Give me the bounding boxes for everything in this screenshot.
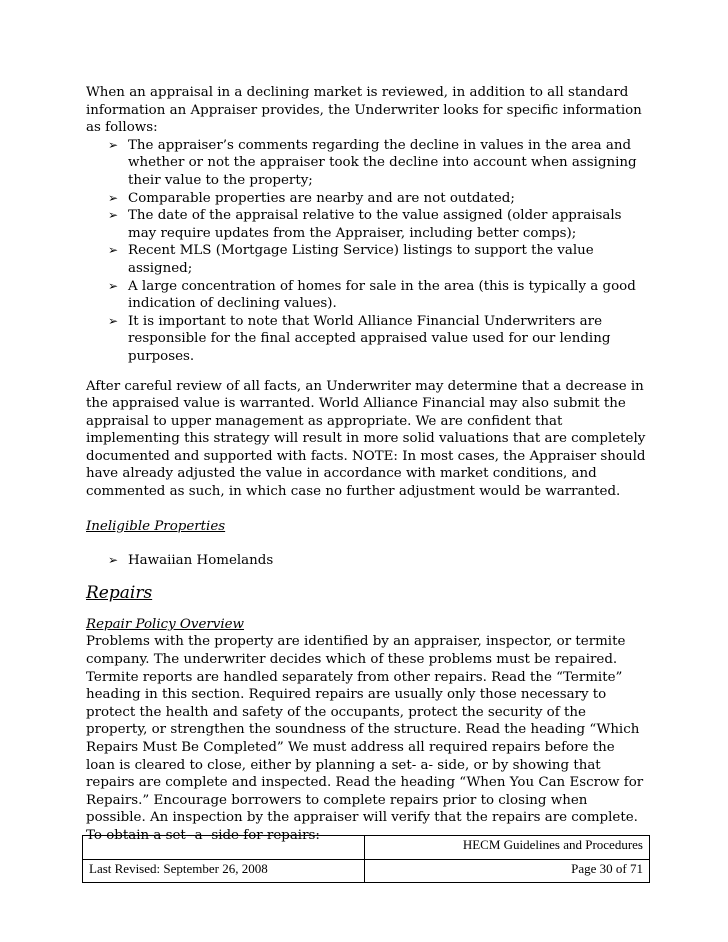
intro-paragraph: When an appraisal in a declining market is reviewed, in addition to all standard information an Appraiser provides, the Underwriter looks for specific information as follows:: [86, 85, 642, 136]
repair-policy-heading: Repair Policy Overview: [86, 616, 245, 632]
repair-paragraph: To obtain a set- a -side for repairs:: [86, 827, 320, 843]
repairs-section-title: Repairs: [86, 582, 153, 603]
list-item-text: A large concentration of homes for sale in the area (this is typically a good indication of declining values).: [128, 278, 636, 312]
page-content: [86, 84, 646, 845]
list-item-text: Comparable properties are nearby and are not outdated;: [128, 190, 515, 206]
footer-last-revised: Last Revised: September 26, 2008: [83, 859, 365, 883]
review-paragraph: After careful review of all facts, an Underwriter may determine that a decrease in the appraised value is warranted. World Alliance Financial may also submit the appraisal to upper management as appropriate. We are confident that implementing this strategy will result in more solid valuations that are completely documented and supported with facts. NOTE: In most cases, the Appraiser should have already adjusted the value in accordance with market conditions, and commented as such, in which case no further adjustment would be warranted.: [86, 378, 646, 500]
list-item-text: Hawaiian Homelands: [128, 553, 274, 569]
list-item-text: It is important to note that World Alliance Financial Underwriters are responsible for the final accepted appraised value used for our lending purposes.: [128, 313, 611, 364]
arrow-bullet-icon: ➢: [108, 553, 119, 568]
repair-paragraph: Termite reports are handled separately from other repairs. Read the “Termite” heading in this section. Required repairs are usually only those necessary to protect the health and safety of the occupants, protect the security of the property, or strengthen the soundness of the structure. Read the heading “Which Repairs Must Be Completed” We must address all required repairs before the loan is cleared to close, either by planning a set- a- side, or by showing that repairs are complete and inspected. Read the heading “When You Can Escrow for Repairs.” Encourage borrowers to complete repairs prior to closing when possible. An inspection by the appraiser will verify that the repairs are complete.: [86, 669, 644, 826]
list-item: [86, 242, 646, 277]
footer-empty-cell: [83, 836, 365, 860]
arrow-bullet-icon: ➢: [108, 278, 119, 293]
review-criteria-list: [86, 137, 646, 366]
list-item-text: The date of the appraisal relative to the value assigned (older appraisals may require updates from the Appraiser, including better comps);: [128, 208, 622, 241]
arrow-bullet-icon: ➢: [108, 208, 119, 223]
list-item: [86, 207, 646, 242]
list-item: [86, 313, 646, 366]
ineligible-properties-heading: Ineligible Properties: [86, 518, 226, 534]
list-item: [86, 190, 646, 208]
ineligible-list: [86, 552, 646, 570]
list-item: [86, 137, 646, 190]
list-item: [86, 278, 646, 313]
list-item-text: Recent MLS (Mortgage Listing Service) listings to support the value assigned;: [128, 243, 594, 276]
repair-paragraph: Problems with the property are identified by an appraiser, inspector, or termite company. The underwriter decides which of these problems must be repaired.: [86, 634, 626, 668]
list-item: [86, 552, 646, 570]
page-footer: [82, 835, 650, 883]
footer-page-number: Page 30 of 71: [365, 859, 650, 883]
list-item-text: The appraiser’s comments regarding the decline in values in the area and whether or not the appraiser took the decline into account when assigning their value to the property;: [128, 137, 637, 188]
arrow-bullet-icon: ➢: [108, 313, 119, 328]
arrow-bullet-icon: ➢: [108, 190, 119, 205]
arrow-bullet-icon: ➢: [108, 243, 119, 258]
footer-doc-title: HECM Guidelines and Procedures: [365, 836, 650, 860]
arrow-bullet-icon: ➢: [108, 137, 119, 152]
